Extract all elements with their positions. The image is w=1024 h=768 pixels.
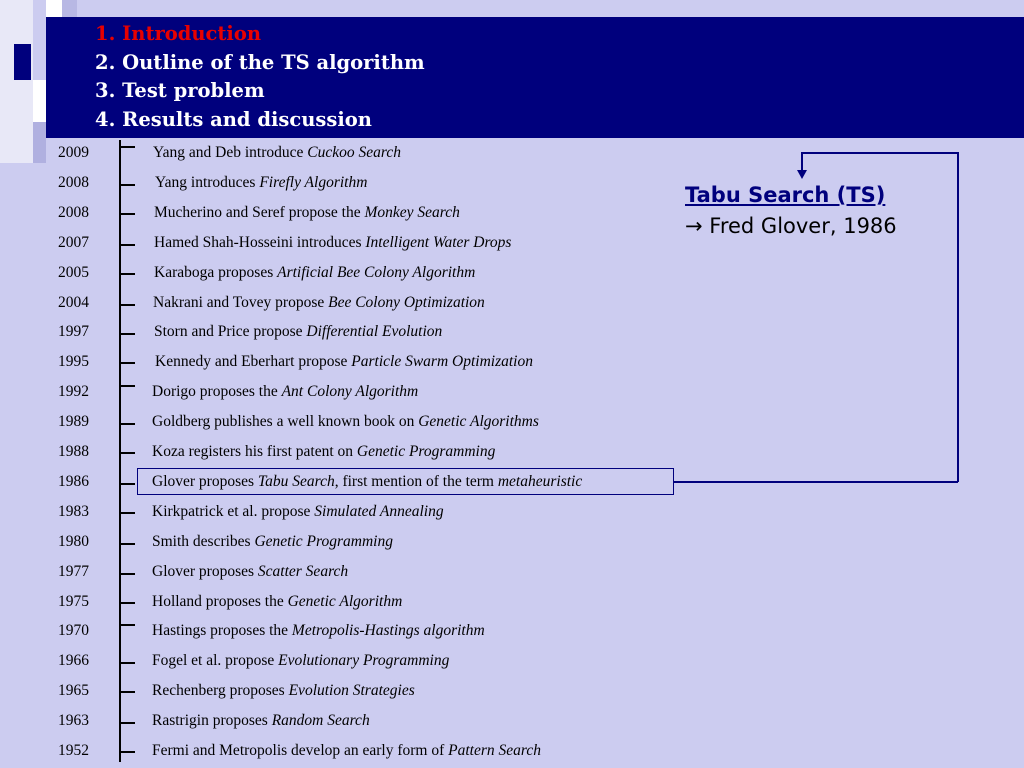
timeline-tick [121, 512, 135, 514]
event-method: Genetic Programming [356, 443, 496, 460]
event-text: Nakrani and Tovey propose [153, 293, 329, 311]
timeline-tick [121, 483, 135, 485]
timeline-year: 1986 [58, 472, 89, 490]
timeline-row [0, 379, 700, 405]
event-method: Evolutionary Programming [278, 652, 450, 670]
event-text: Fogel et al. propose [152, 652, 279, 670]
event-text: Yang introduces [155, 173, 260, 191]
event-text: Dorigo proposes the [152, 383, 282, 401]
timeline-year: 2007 [58, 233, 89, 251]
timeline-year: 1966 [58, 652, 89, 670]
timeline-tick [121, 146, 135, 148]
event-method: Genetic Algorithms [418, 413, 539, 431]
timeline-event [152, 738, 541, 764]
timeline-event [152, 529, 393, 555]
timeline-event [152, 439, 495, 465]
event-text: , first mention of the term [334, 472, 498, 490]
timeline-row [0, 290, 700, 316]
timeline-event [152, 589, 402, 615]
outline-list [95, 20, 425, 134]
decorative-square [62, 0, 77, 17]
event-text: Karaboga proposes [154, 263, 278, 281]
timeline-year: 1952 [58, 742, 89, 759]
timeline-tick [121, 452, 135, 454]
timeline-tick [121, 573, 135, 575]
event-text: Smith describes [152, 532, 255, 550]
timeline-event [152, 708, 370, 734]
timeline-tick [121, 602, 135, 604]
event-text: Hastings proposes the [152, 622, 292, 640]
timeline-year: 2008 [58, 203, 89, 221]
timeline-tick [121, 184, 135, 186]
timeline-event [152, 559, 348, 585]
event-text: Rastrigin proposes [152, 712, 272, 730]
decorative-square [14, 44, 31, 80]
event-method: Cuckoo Search [307, 144, 401, 161]
timeline-year: 1989 [58, 413, 89, 431]
timeline-year: 1997 [58, 323, 89, 341]
timeline-year: 2008 [58, 173, 89, 191]
timeline-event [152, 678, 415, 704]
timeline-row [0, 738, 700, 764]
event-text: Rechenberg proposes [152, 682, 289, 700]
event-method: Particle Swarm Optimization [351, 353, 533, 371]
timeline-row [0, 648, 700, 674]
outline-item[interactable]: 4. Results and discussion [95, 107, 372, 131]
event-method: Genetic Algorithm [287, 592, 403, 610]
timeline-year: 2004 [58, 293, 89, 311]
timeline-tick [121, 244, 135, 246]
timeline-year: 2009 [58, 144, 89, 161]
timeline-row [0, 319, 700, 345]
timeline-row [0, 618, 700, 644]
connector-line [801, 152, 958, 154]
decorative-square [0, 0, 33, 163]
tabu-search-highlight [137, 468, 674, 495]
event-method: Ant Colony Algorithm [281, 383, 419, 401]
connector-line [801, 152, 803, 172]
event-term: metaheuristic [497, 472, 583, 490]
event-method: Evolution Strategies [288, 682, 415, 700]
event-method: Bee Colony Optimization [328, 293, 485, 311]
outline-item[interactable]: 3. Test problem [95, 79, 265, 102]
connector-line [674, 481, 958, 483]
timeline-row [0, 678, 700, 704]
event-method: Intelligent Water Drops [365, 233, 512, 251]
timeline-event [154, 200, 460, 226]
timeline-year: 1963 [58, 712, 89, 730]
timeline-year: 1975 [58, 592, 89, 610]
timeline-tick [121, 662, 135, 664]
timeline-row [0, 349, 700, 375]
timeline-row [0, 708, 700, 734]
timeline-row [0, 529, 700, 555]
event-text: Fermi and Metropolis develop an early form of [152, 742, 449, 759]
event-method: Simulated Annealing [314, 502, 444, 520]
event-method: Firefly Algorithm [259, 173, 368, 191]
event-text: Yang and Deb introduce [153, 144, 308, 161]
timeline-row [0, 140, 700, 166]
outline-item[interactable]: 1. Introduction [95, 22, 262, 45]
timeline-year: 1965 [58, 682, 89, 700]
timeline-row [0, 439, 700, 465]
timeline-year: 1980 [58, 532, 89, 550]
timeline-tick [121, 213, 135, 215]
event-text: Koza registers his first patent on [152, 443, 357, 460]
event-text: Storn and Price propose [154, 323, 307, 341]
timeline-row [0, 230, 700, 256]
timeline-tick [121, 273, 135, 275]
timeline-row [0, 170, 700, 196]
timeline-row [0, 499, 700, 525]
timeline-event [153, 290, 485, 316]
timeline-row [0, 200, 700, 226]
callout-author: → Fred Glover, 1986 [685, 214, 897, 238]
timeline-year: 1983 [58, 502, 89, 520]
timeline-row [0, 409, 700, 435]
decorative-square [46, 0, 62, 17]
timeline-tick [121, 751, 135, 753]
event-text: Kennedy and Eberhart propose [155, 353, 352, 371]
timeline-year: 1970 [58, 622, 89, 640]
timeline-event [152, 499, 444, 525]
event-method: Metropolis-Hastings algorithm [291, 622, 485, 640]
decorative-square [33, 80, 46, 122]
timeline-year: 1995 [58, 353, 89, 371]
timeline-tick [121, 385, 135, 387]
event-method: Scatter Search [257, 562, 349, 580]
timeline-tick [121, 304, 135, 306]
event-method: Differential Evolution [306, 323, 443, 341]
timeline-tick [121, 543, 135, 545]
timeline-tick [121, 362, 135, 364]
event-text: Holland proposes the [152, 592, 288, 610]
timeline-event [155, 170, 367, 196]
timeline-tick [121, 691, 135, 693]
timeline-tick [121, 333, 135, 335]
timeline-row [0, 260, 700, 286]
timeline-tick [121, 624, 135, 626]
timeline-event [153, 140, 401, 166]
timeline-tick [121, 423, 135, 425]
connector-line [957, 152, 959, 482]
event-text: Mucherino and Seref propose the [154, 203, 365, 221]
timeline-event [152, 409, 539, 435]
event-method: Pattern Search [448, 742, 541, 759]
timeline-row [0, 559, 700, 585]
arrow-down-icon [797, 170, 807, 179]
event-text: Glover proposes [152, 562, 258, 580]
timeline-year: 1977 [58, 562, 89, 580]
callout-title: Tabu Search (TS) [685, 183, 886, 207]
timeline-year: 1992 [58, 383, 89, 401]
timeline-row [0, 589, 700, 615]
event-method: Monkey Search [364, 203, 460, 221]
event-method: Random Search [271, 712, 370, 730]
timeline-event [155, 349, 533, 375]
event-method: Tabu Search [257, 472, 335, 490]
event-method: Artificial Bee Colony Algorithm [277, 263, 476, 281]
timeline-event [152, 618, 485, 644]
event-text: Hamed Shah-Hosseini introduces [154, 233, 366, 251]
event-text: Kirkpatrick et al. propose [152, 502, 315, 520]
event-method: Genetic Programming [254, 532, 393, 550]
timeline-year: 1988 [58, 443, 89, 460]
timeline-event [152, 648, 449, 674]
event-text: Goldberg publishes a well known book on [152, 413, 419, 431]
timeline-year: 2005 [58, 263, 89, 281]
timeline-event [154, 319, 442, 345]
event-text: Glover proposes [152, 472, 258, 490]
timeline-tick [121, 722, 135, 724]
outline-item[interactable]: 2. Outline of the TS algorithm [95, 50, 425, 74]
timeline-event [154, 260, 475, 286]
timeline-event [152, 379, 418, 405]
timeline-event [154, 230, 511, 256]
